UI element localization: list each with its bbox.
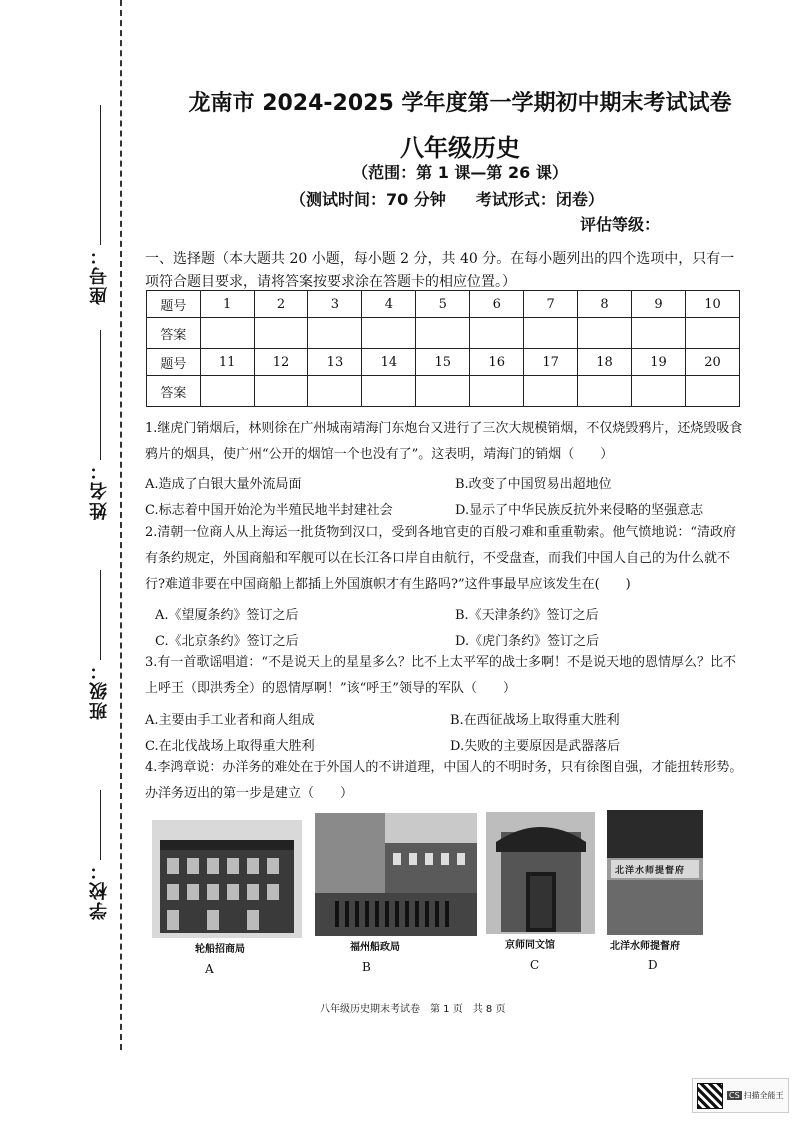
shipyard-photo-icon bbox=[315, 813, 477, 936]
exam-scope: （范围：第 1 课—第 26 课） bbox=[352, 163, 568, 182]
photo-lunchuan-zhaoshangju bbox=[152, 820, 302, 938]
camscanner-icon: CS bbox=[729, 1091, 740, 1100]
question-3-option-b[interactable]: B.在西征战场上取得重大胜利 bbox=[450, 713, 620, 728]
answer-cell[interactable] bbox=[200, 376, 254, 407]
question-3-option-a[interactable]: A.主要由手工业者和商人组成 bbox=[145, 713, 315, 728]
option-letter-b[interactable]: B bbox=[362, 960, 371, 974]
question-number-cell: 5 bbox=[416, 291, 470, 318]
exam-info bbox=[290, 187, 634, 210]
question-number-cell: 13 bbox=[308, 349, 362, 376]
class-field bbox=[80, 570, 120, 720]
exam-title: 龙南市 2024-2025 学年度第一学期初中期末考试试卷 bbox=[188, 91, 732, 116]
question-number-cell: 9 bbox=[632, 291, 686, 318]
question-number-cell: 3 bbox=[308, 291, 362, 318]
footer-page-number: 第 1 页 bbox=[430, 1004, 463, 1015]
answer-cell[interactable] bbox=[416, 376, 470, 407]
name-line[interactable] bbox=[100, 330, 101, 460]
question-1-option-d[interactable]: D.显示了中华民族反抗外来侵略的坚强意志 bbox=[455, 503, 704, 518]
question-number-cell: 15 bbox=[416, 349, 470, 376]
question-number-cell: 1 bbox=[200, 291, 254, 318]
question-3-option-c[interactable]: C.在北伐战场上取得重大胜利 bbox=[145, 739, 315, 754]
school-label: 学校： bbox=[89, 860, 110, 920]
answer-table bbox=[146, 290, 740, 407]
question-number-cell: 10 bbox=[685, 291, 739, 318]
scanner-label: 扫描全能王 bbox=[743, 1091, 784, 1100]
page-footer bbox=[320, 1000, 515, 1015]
question-number-header: 题号 bbox=[147, 349, 201, 376]
table-row bbox=[147, 291, 740, 318]
answer-cell[interactable] bbox=[524, 376, 578, 407]
answer-cell[interactable] bbox=[685, 318, 739, 349]
question-number-cell: 8 bbox=[578, 291, 632, 318]
answer-cell[interactable] bbox=[362, 318, 416, 349]
grade-label: 评估等级： bbox=[580, 215, 661, 234]
class-label: 班级： bbox=[89, 660, 110, 720]
question-1-stem: 1.继虎门销烟后，林则徐在广州城南靖海门东炮台又进行了三次大规模销烟，不仅烧毁鸦片，还烧毁吸食鸦片的烟具，使广州“公开的烟馆一个也没有了”。这表明，靖海门的销烟（ ） bbox=[145, 421, 743, 462]
question-number-cell: 20 bbox=[685, 349, 739, 376]
tablet-sign-text: 北洋水师提督府 bbox=[615, 866, 686, 876]
question-3-option-d[interactable]: D.失败的主要原因是武器落后 bbox=[450, 739, 621, 754]
question-2-option-d[interactable]: D.《虎门条约》签订之后 bbox=[455, 634, 600, 649]
exam-time: （测试时间：70 分钟 bbox=[290, 190, 446, 209]
question-2-option-a[interactable]: A.《望厦条约》签订之后 bbox=[155, 608, 299, 623]
table-row bbox=[147, 318, 740, 349]
seat-label: 座号： bbox=[89, 245, 110, 305]
answer-cell[interactable] bbox=[254, 318, 308, 349]
question-1-option-a[interactable]: A.造成了白银大量外流局面 bbox=[145, 477, 302, 492]
answer-cell[interactable] bbox=[578, 376, 632, 407]
answer-cell[interactable] bbox=[685, 376, 739, 407]
answer-header: 答案 bbox=[147, 376, 201, 407]
question-1-option-c[interactable]: C.标志着中国开始沦为半殖民地半封建社会 bbox=[145, 503, 393, 518]
table-row bbox=[147, 376, 740, 407]
answer-cell[interactable] bbox=[362, 376, 416, 407]
answer-cell[interactable] bbox=[470, 376, 524, 407]
answer-cell[interactable] bbox=[200, 318, 254, 349]
question-number-cell: 11 bbox=[200, 349, 254, 376]
option-letter-c[interactable]: C bbox=[530, 958, 540, 972]
photo-fuzhou-chuanzhengju bbox=[315, 813, 477, 936]
exam-form: 考试形式：闭卷） bbox=[475, 190, 604, 209]
section-heading: 一、选择题（本大题共 20 小题，每小题 2 分，共 40 分。在每小题列出的四个选项中，只有一项符合题目要求，请将答案按要求涂在答题卡的相应位置。） bbox=[145, 251, 735, 290]
photo-caption-a: 轮船招商局 bbox=[195, 944, 245, 955]
question-number-cell: 7 bbox=[524, 291, 578, 318]
question-number-cell: 12 bbox=[254, 349, 308, 376]
photo-beiyang-shuishi-tidufu bbox=[607, 810, 703, 935]
qr-code-icon bbox=[697, 1083, 723, 1109]
name-label: 姓名： bbox=[89, 460, 110, 520]
table-row bbox=[147, 349, 740, 376]
class-line[interactable] bbox=[100, 570, 101, 660]
question-number-header: 题号 bbox=[147, 291, 201, 318]
question-4-stem: 4.李鸿章说：办洋务的难处在于外国人的不讲道理，中国人的不明时务，只有徐图自强，才能扭转形势。办洋务迈出的第一步是建立（ ） bbox=[145, 760, 743, 801]
answer-cell[interactable] bbox=[254, 376, 308, 407]
answer-cell[interactable] bbox=[578, 318, 632, 349]
question-3-stem: 3.有一首歌谣唱道：“不是说天上的星星多么？比不上太平军的战士多啊！不是说天地的恩情厚么？比不上呼王（即洪秀全）的恩情厚啊！”该“呼王”领导的军队（ ） bbox=[145, 655, 737, 696]
answer-cell[interactable] bbox=[632, 318, 686, 349]
question-number-cell: 6 bbox=[470, 291, 524, 318]
seat-line[interactable] bbox=[100, 105, 101, 245]
question-number-cell: 18 bbox=[578, 349, 632, 376]
photo-caption-c: 京师同文馆 bbox=[505, 940, 555, 951]
scanner-watermark bbox=[692, 1078, 789, 1113]
answer-cell[interactable] bbox=[416, 318, 470, 349]
school-line[interactable] bbox=[100, 790, 101, 860]
answer-cell[interactable] bbox=[524, 318, 578, 349]
question-1-option-b[interactable]: B.改变了中国贸易出超地位 bbox=[455, 477, 612, 492]
option-letter-d[interactable]: D bbox=[648, 958, 658, 972]
seat-field bbox=[80, 105, 120, 305]
answer-cell[interactable] bbox=[470, 318, 524, 349]
exam-subject: 八年级历史 bbox=[400, 134, 520, 162]
binding-dashed-line bbox=[120, 0, 122, 1050]
question-number-cell: 4 bbox=[362, 291, 416, 318]
school-field bbox=[80, 790, 120, 920]
answer-cell[interactable] bbox=[308, 376, 362, 407]
name-field bbox=[80, 330, 120, 520]
photo-caption-b: 福州船政局 bbox=[350, 942, 400, 953]
footer-paper-name: 八年级历史期末考试卷 bbox=[320, 1004, 420, 1015]
answer-cell[interactable] bbox=[632, 376, 686, 407]
question-number-cell: 14 bbox=[362, 349, 416, 376]
question-number-cell: 19 bbox=[632, 349, 686, 376]
answer-header: 答案 bbox=[147, 318, 201, 349]
answer-cell[interactable] bbox=[308, 318, 362, 349]
photo-caption-d: 北洋水师提督府 bbox=[610, 941, 680, 952]
question-number-cell: 17 bbox=[524, 349, 578, 376]
question-2-option-c[interactable]: C.《北京条约》签订之后 bbox=[155, 634, 299, 649]
question-number-cell: 16 bbox=[470, 349, 524, 376]
gate-photo-icon bbox=[486, 812, 595, 934]
question-number-cell: 2 bbox=[254, 291, 308, 318]
footer-total-pages: 共 8 页 bbox=[472, 1004, 506, 1015]
building-photo-icon bbox=[152, 820, 302, 938]
photo-jingshi-tongwenguan bbox=[486, 812, 595, 934]
question-2-stem: 2.清朝一位商人从上海运一批货物到汉口，受到各地官吏的百般刁难和重重勒索。他气愤地说：“清政府有条约规定，外国商船和军舰可以在长江各口岸自由航行，不受盘查，而我们中国人自己的为什么就不行?难道非要在中国商船上都插上外国旗帜才有生路吗?”这件事最早应该发生在( ) bbox=[145, 525, 737, 592]
option-letter-a[interactable]: A bbox=[205, 962, 214, 976]
question-2-option-b[interactable]: B.《天津条约》签订之后 bbox=[455, 608, 599, 623]
